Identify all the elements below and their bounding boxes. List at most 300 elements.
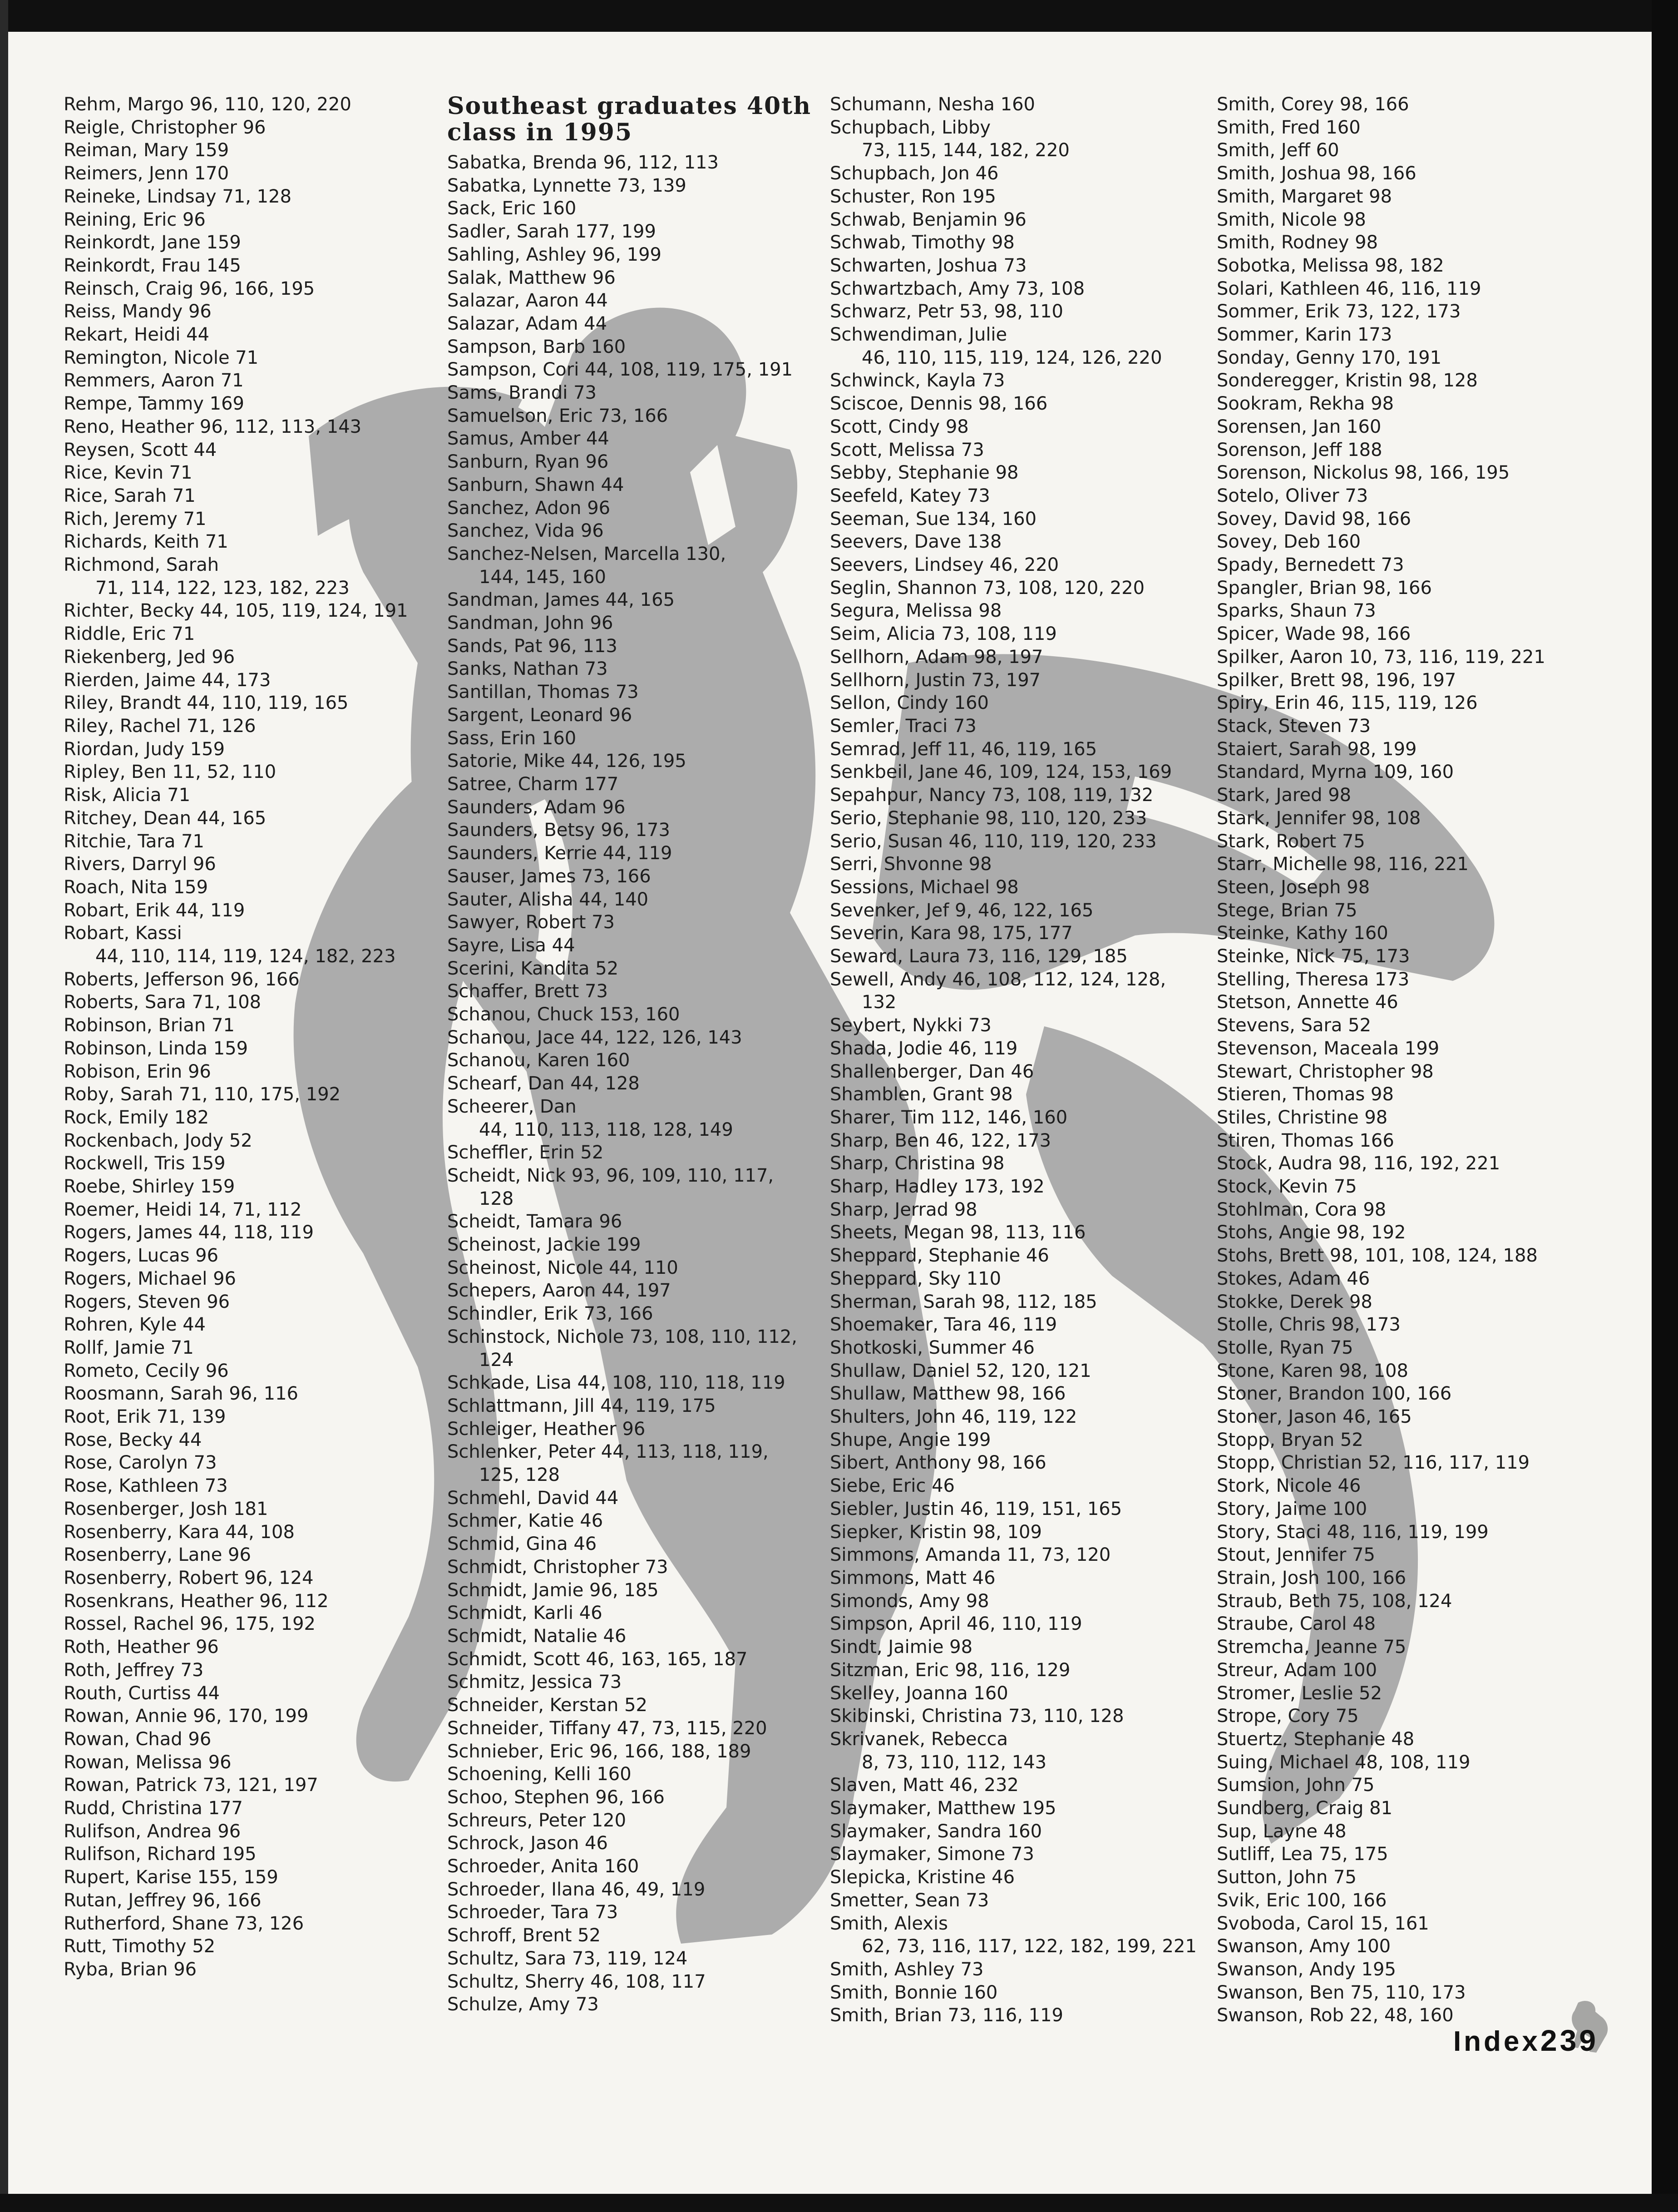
- index-entry: Steinke, Kathy 160: [1217, 923, 1388, 944]
- index-entry: Strope, Cory 75: [1217, 1706, 1359, 1727]
- index-entry: Solari, Kathleen 46, 116, 119: [1217, 278, 1481, 299]
- page-border-right: [1652, 0, 1678, 2212]
- index-entry: Riekenberg, Jed 96: [64, 646, 235, 668]
- index-entry: Schmidt, Natalie 46: [447, 1626, 627, 1647]
- index-entry: Scott, Melissa 73: [830, 439, 984, 460]
- index-entry: Roth, Heather 96: [64, 1637, 219, 1658]
- index-entry: Sciscoe, Dennis 98, 166: [830, 393, 1048, 415]
- index-entry: Slaven, Matt 46, 232: [830, 1775, 1019, 1796]
- index-entry: Rossel, Rachel 96, 175, 192: [64, 1613, 316, 1635]
- index-entry: Slaymaker, Matthew 195: [830, 1798, 1056, 1819]
- index-entry: Roberts, Sara 71, 108: [64, 992, 262, 1013]
- section-heading-line-1: Southeast graduates 40th: [447, 92, 812, 120]
- index-entry: Sundberg, Craig 81: [1217, 1798, 1393, 1819]
- index-entry: Saunders, Kerrie 44, 119: [447, 843, 672, 864]
- index-entry: Sands, Pat 96, 113: [447, 635, 617, 657]
- index-entry: Rutherford, Shane 73, 126: [64, 1913, 304, 1934]
- index-entry: Sebby, Stephanie 98: [830, 462, 1019, 484]
- index-entry: Spicer, Wade 98, 166: [1217, 624, 1411, 645]
- index-entry: Ripley, Ben 11, 52, 110: [64, 762, 276, 783]
- index-entry: Suing, Michael 48, 108, 119: [1217, 1752, 1471, 1773]
- index-entry: Sanchez, Adon 96: [447, 497, 611, 519]
- index-entry: Spilker, Aaron 10, 73, 116, 119, 221: [1217, 646, 1545, 668]
- index-entry: Sotelo, Oliver 73: [1217, 485, 1368, 506]
- index-entry: Stohs, Brett 98, 101, 108, 124, 188: [1217, 1245, 1538, 1267]
- index-entry: Sellhorn, Adam 98, 197: [830, 646, 1043, 668]
- index-entry: Swanson, Amy 100: [1217, 1936, 1391, 1957]
- index-entry: Sobotka, Melissa 98, 182: [1217, 255, 1444, 276]
- index-entry: Sampson, Cori 44, 108, 119, 175, 191: [447, 359, 793, 381]
- index-entry: Sharer, Tim 112, 146, 160: [830, 1107, 1068, 1128]
- index-entry: Rosenberry, Kara 44, 108: [64, 1521, 295, 1543]
- index-entry: Sindt, Jaimie 98: [830, 1637, 973, 1658]
- index-entry-continuation: 132: [862, 992, 897, 1013]
- index-entry: Riordan, Judy 159: [64, 738, 225, 760]
- index-entry: Shullaw, Matthew 98, 166: [830, 1383, 1066, 1405]
- index-entry-continuation: 44, 110, 113, 118, 128, 149: [479, 1119, 733, 1140]
- index-entry: Spilker, Brett 98, 196, 197: [1217, 669, 1456, 691]
- index-entry: Robison, Erin 96: [64, 1061, 211, 1082]
- index-entry: Reinkordt, Jane 159: [64, 232, 241, 253]
- index-entry: Reining, Eric 96: [64, 209, 206, 230]
- index-entry: Schmidt, Karli 46: [447, 1603, 602, 1624]
- index-entry: Rudd, Christina 177: [64, 1798, 243, 1819]
- index-entry: Schindler, Erik 73, 166: [447, 1303, 653, 1325]
- index-entry: Schepers, Aaron 44, 197: [447, 1280, 671, 1301]
- index-entry: Sitzman, Eric 98, 116, 129: [830, 1659, 1071, 1681]
- index-entry: Robinson, Linda 159: [64, 1038, 248, 1059]
- index-entry: Ryba, Brian 96: [64, 1959, 197, 1980]
- index-entry: Schroeder, Tara 73: [447, 1902, 618, 1923]
- index-entry: Rulifson, Andrea 96: [64, 1821, 241, 1842]
- index-entry: Sanburn, Shawn 44: [447, 474, 624, 495]
- index-entry: Rekart, Heidi 44: [64, 324, 210, 346]
- index-entry: Schulze, Amy 73: [447, 1994, 599, 2015]
- index-entry: Rowan, Annie 96, 170, 199: [64, 1706, 309, 1727]
- index-entry: Severin, Kara 98, 175, 177: [830, 923, 1073, 944]
- index-column-2: [447, 93, 833, 2016]
- index-entry: Simmons, Matt 46: [830, 1568, 996, 1588]
- index-entry: Rockenbach, Jody 52: [64, 1130, 252, 1151]
- index-entry: Simonds, Amy 98: [830, 1590, 989, 1612]
- index-entry: Seefeld, Katey 73: [830, 485, 990, 506]
- index-entry: Smith, Joshua 98, 166: [1217, 163, 1416, 184]
- index-entry: Smetter, Sean 73: [830, 1890, 989, 1911]
- index-entry: Stetson, Annette 46: [1217, 992, 1398, 1013]
- index-entry: Stock, Audra 98, 116, 192, 221: [1217, 1153, 1500, 1174]
- index-entry: Sewell, Andy 46, 108, 112, 124, 128,: [830, 969, 1166, 990]
- index-entry: Sonday, Genny 170, 191: [1217, 347, 1442, 368]
- index-entry: Sampson, Barb 160: [447, 336, 626, 357]
- index-entry: Schroeder, Anita 160: [447, 1856, 639, 1877]
- index-entry: Seevers, Lindsey 46, 220: [830, 554, 1059, 576]
- index-entry: Sass, Erin 160: [447, 727, 577, 749]
- index-entry: Sutton, John 75: [1217, 1867, 1357, 1888]
- index-entry: Root, Erik 71, 139: [64, 1406, 226, 1428]
- index-entry: Rempe, Tammy 169: [64, 393, 244, 415]
- index-entry: Sheppard, Stephanie 46: [830, 1245, 1049, 1267]
- index-entry: Stromer, Leslie 52: [1217, 1683, 1382, 1704]
- index-entry: Sutliff, Lea 75, 175: [1217, 1844, 1388, 1865]
- index-entry: Segura, Melissa 98: [830, 600, 1002, 622]
- index-entry: Reinsch, Craig 96, 166, 195: [64, 278, 315, 299]
- index-entry: Smith, Rodney 98: [1217, 232, 1378, 253]
- index-entry: Stopp, Bryan 52: [1217, 1429, 1363, 1450]
- index-entry: Rosenberry, Robert 96, 124: [64, 1568, 314, 1588]
- index-entry: Schroeder, Ilana 46, 49, 119: [447, 1879, 706, 1900]
- index-entry: Scheffler, Erin 52: [447, 1142, 604, 1163]
- index-entry: Story, Staci 48, 116, 119, 199: [1217, 1521, 1489, 1543]
- index-entry: Scott, Cindy 98: [830, 416, 969, 437]
- index-entry: Sanchez, Vida 96: [447, 520, 604, 542]
- index-entry-continuation: 8, 73, 110, 112, 143: [862, 1752, 1047, 1773]
- index-entry: Siebe, Eric 46: [830, 1475, 955, 1497]
- index-entry: Sabatka, Lynnette 73, 139: [447, 175, 686, 196]
- index-entry: Rockwell, Tris 159: [64, 1153, 226, 1174]
- index-entry: Sharp, Jerrad 98: [830, 1199, 977, 1220]
- index-entry: Stock, Kevin 75: [1217, 1176, 1357, 1198]
- index-entry: Rich, Jeremy 71: [64, 508, 207, 529]
- index-entry: Sawyer, Robert 73: [447, 912, 615, 933]
- index-entry: Remington, Nicole 71: [64, 347, 259, 368]
- index-entry: Sookram, Rekha 98: [1217, 393, 1394, 415]
- index-entry: Schkade, Lisa 44, 108, 110, 118, 119: [447, 1372, 785, 1394]
- index-entry: Siebler, Justin 46, 119, 151, 165: [830, 1498, 1122, 1519]
- index-entry: Stoner, Jason 46, 165: [1217, 1406, 1412, 1428]
- index-entry: Rowan, Patrick 73, 121, 197: [64, 1775, 318, 1796]
- index-entry: Shallenberger, Dan 46: [830, 1061, 1034, 1082]
- index-entry: Streur, Adam 100: [1217, 1659, 1377, 1681]
- index-entry: Sparks, Shaun 73: [1217, 600, 1376, 622]
- index-entry: Sabatka, Brenda 96, 112, 113: [447, 152, 719, 173]
- index-entry: Stokes, Adam 46: [1217, 1268, 1370, 1289]
- index-entry: Schoening, Kelli 160: [447, 1764, 632, 1785]
- index-entry: Sovey, David 98, 166: [1217, 508, 1411, 529]
- index-entry: Sack, Eric 160: [447, 198, 577, 219]
- index-entry: Schwinck, Kayla 73: [830, 370, 1005, 391]
- index-entry: Rose, Kathleen 73: [64, 1475, 228, 1497]
- index-entry-continuation: 73, 115, 144, 182, 220: [862, 140, 1070, 161]
- index-entry: Schmer, Katie 46: [447, 1510, 603, 1532]
- index-entry: Reigle, Christopher 96: [64, 117, 266, 138]
- index-entry: Rice, Sarah 71: [64, 485, 196, 506]
- index-entry: Rierden, Jaime 44, 173: [64, 669, 271, 691]
- index-entry: Rice, Kevin 71: [64, 462, 192, 484]
- index-entry: Schleiger, Heather 96: [447, 1418, 646, 1440]
- index-entry: Rogers, Steven 96: [64, 1291, 230, 1312]
- index-column-4: [1217, 93, 1603, 2027]
- index-entry: Smith, Margaret 98: [1217, 186, 1392, 207]
- index-entry: Stiren, Thomas 166: [1217, 1130, 1394, 1151]
- index-entry: Stolle, Ryan 75: [1217, 1337, 1353, 1358]
- index-entry: Roberts, Jefferson 96, 166: [64, 969, 300, 990]
- index-entry: Sumsion, John 75: [1217, 1775, 1375, 1796]
- index-entry: Scheidt, Tamara 96: [447, 1211, 622, 1232]
- index-entry: Smith, Ashley 73: [830, 1959, 984, 1980]
- index-entry: Reno, Heather 96, 112, 113, 143: [64, 416, 362, 437]
- index-entry: Rose, Carolyn 73: [64, 1452, 217, 1474]
- index-entry: Stark, Robert 75: [1217, 831, 1365, 852]
- index-entry: Seeman, Sue 134, 160: [830, 508, 1037, 529]
- index-entry: Schwarz, Petr 53, 98, 110: [830, 301, 1063, 322]
- index-entry: Schanou, Chuck 153, 160: [447, 1004, 680, 1025]
- index-entry: Slaymaker, Simone 73: [830, 1844, 1034, 1865]
- index-entry: Schwab, Timothy 98: [830, 232, 1015, 253]
- index-entry: Schupbach, Jon 46: [830, 163, 999, 184]
- index-entry: Risk, Alicia 71: [64, 785, 191, 806]
- index-entry-continuation: 62, 73, 116, 117, 122, 182, 199, 221: [862, 1936, 1197, 1957]
- index-entry: Smith, Corey 98, 166: [1217, 94, 1409, 115]
- index-entry: Sheets, Megan 98, 113, 116: [830, 1222, 1086, 1243]
- index-entry: Schupbach, Libby: [830, 117, 991, 138]
- index-entry: Siepker, Kristin 98, 109: [830, 1521, 1042, 1543]
- index-entry: Sanburn, Ryan 96: [447, 451, 609, 473]
- index-entry: Sommer, Karin 173: [1217, 324, 1392, 346]
- index-entry: Seevers, Dave 138: [830, 531, 1002, 553]
- index-entry: Sonderegger, Kristin 98, 128: [1217, 370, 1478, 391]
- index-entry: Schinstock, Nichole 73, 108, 110, 112,: [447, 1326, 798, 1347]
- index-entry: Reiman, Mary 159: [64, 140, 229, 161]
- index-entry: Rock, Emily 182: [64, 1107, 209, 1128]
- index-entry: Schneider, Kerstan 52: [447, 1695, 647, 1716]
- index-entry: Simpson, April 46, 110, 119: [830, 1613, 1082, 1635]
- page-border-left: [0, 0, 8, 2212]
- index-entry: Samus, Amber 44: [447, 428, 609, 450]
- index-entry: Sandman, James 44, 165: [447, 589, 675, 611]
- index-entry: Schultz, Sherry 46, 108, 117: [447, 1971, 706, 1992]
- index-entry: Stege, Brian 75: [1217, 900, 1357, 921]
- index-entry: Sauter, Alisha 44, 140: [447, 889, 649, 910]
- index-entry: Senkbeil, Jane 46, 109, 124, 153, 169: [830, 762, 1172, 783]
- index-entry: Samuelson, Eric 73, 166: [447, 405, 668, 426]
- index-entry: Svik, Eric 100, 166: [1217, 1890, 1387, 1911]
- index-entry: Rivers, Darryl 96: [64, 854, 216, 875]
- index-entry: Sessions, Michael 98: [830, 876, 1019, 898]
- index-entry: Stohlman, Cora 98: [1217, 1199, 1387, 1220]
- index-entry: Shupe, Angie 199: [830, 1429, 991, 1450]
- index-entry: Remmers, Aaron 71: [64, 370, 244, 391]
- index-entry: Sepahpur, Nancy 73, 108, 119, 132: [830, 785, 1154, 806]
- index-entry: Skelley, Joanna 160: [830, 1683, 1008, 1704]
- index-entry: Skrivanek, Rebecca: [830, 1728, 1008, 1750]
- index-entry: Semrad, Jeff 11, 46, 119, 165: [830, 738, 1097, 760]
- index-entry: Richmond, Sarah: [64, 554, 219, 576]
- index-entry: Roemer, Heidi 14, 71, 112: [64, 1199, 302, 1220]
- index-entry: Steinke, Nick 75, 173: [1217, 946, 1410, 967]
- page-border-bottom: [0, 2194, 1678, 2212]
- index-entry: Schmitz, Jessica 73: [447, 1672, 622, 1693]
- index-entry: Sellon, Cindy 160: [830, 693, 989, 714]
- index-entry: Standard, Myrna 109, 160: [1217, 762, 1454, 783]
- index-entry: Stark, Jared 98: [1217, 785, 1352, 806]
- index-entry: Rometo, Cecily 96: [64, 1360, 229, 1381]
- index-entry: Routh, Curtiss 44: [64, 1683, 220, 1704]
- page-footer: [1453, 2023, 1599, 2058]
- index-entry: Stiles, Christine 98: [1217, 1107, 1388, 1128]
- index-entry: Straube, Carol 48: [1217, 1613, 1376, 1635]
- index-entry: Simmons, Amanda 11, 73, 120: [830, 1544, 1111, 1566]
- index-entry: Shamblen, Grant 98: [830, 1084, 1013, 1105]
- index-entry: Sharp, Christina 98: [830, 1153, 1005, 1174]
- index-entry: Richter, Becky 44, 105, 119, 124, 191: [64, 600, 408, 622]
- index-entry: Shulters, John 46, 119, 122: [830, 1406, 1077, 1428]
- index-entry: Sanchez-Nelsen, Marcella 130,: [447, 543, 726, 564]
- index-entry: Scheerer, Dan: [447, 1096, 577, 1117]
- index-entry: Swanson, Ben 75, 110, 173: [1217, 1982, 1466, 2003]
- index-entry: Stork, Nicole 46: [1217, 1475, 1361, 1497]
- index-entry: Schmehl, David 44: [447, 1487, 619, 1509]
- index-entry: Strain, Josh 100, 166: [1217, 1568, 1407, 1588]
- index-entry: Swanson, Andy 195: [1217, 1959, 1396, 1980]
- index-entry: Schaffer, Brett 73: [447, 981, 608, 1002]
- index-entry: Robart, Erik 44, 119: [64, 900, 245, 921]
- index-entry: Scheidt, Nick 93, 96, 109, 110, 117,: [447, 1165, 774, 1186]
- index-entry: Sanks, Nathan 73: [447, 658, 608, 680]
- index-entry: Saunders, Adam 96: [447, 797, 626, 818]
- index-entry: Ritchey, Dean 44, 165: [64, 807, 267, 829]
- index-entry: Sharp, Hadley 173, 192: [830, 1176, 1045, 1198]
- index-entry: Santillan, Thomas 73: [447, 682, 639, 703]
- index-entry: Seglin, Shannon 73, 108, 120, 220: [830, 577, 1145, 599]
- index-entry: Riley, Brandt 44, 110, 119, 165: [64, 693, 349, 714]
- section-heading: [447, 93, 833, 146]
- index-entry: Schumann, Nesha 160: [830, 94, 1035, 115]
- index-entry: Slepicka, Kristine 46: [830, 1867, 1015, 1888]
- index-entry: Sorenson, Jeff 188: [1217, 439, 1382, 460]
- index-entry: Seward, Laura 73, 116, 129, 185: [830, 946, 1128, 967]
- index-entry: Schroff, Brent 52: [447, 1925, 601, 1946]
- index-entry: Rogers, Michael 96: [64, 1268, 236, 1289]
- index-entry: Sibert, Anthony 98, 166: [830, 1452, 1046, 1474]
- index-entry: Roby, Sarah 71, 110, 175, 192: [64, 1084, 341, 1105]
- index-entry: Sup, Layne 48: [1217, 1821, 1347, 1842]
- index-entry: Smith, Alexis: [830, 1913, 948, 1934]
- index-entry: Stoner, Brandon 100, 166: [1217, 1383, 1452, 1405]
- index-entry: Robart, Kassi: [64, 923, 182, 944]
- index-entry: Salazar, Adam 44: [447, 313, 607, 334]
- index-entry: Roosmann, Sarah 96, 116: [64, 1383, 298, 1405]
- index-entry: Rose, Becky 44: [64, 1429, 202, 1450]
- index-entry: Stevenson, Maceala 199: [1217, 1038, 1440, 1059]
- index-entry: Saunders, Betsy 96, 173: [447, 820, 670, 841]
- index-entry: Stelling, Theresa 173: [1217, 969, 1410, 990]
- index-entry: Sorenson, Nickolus 98, 166, 195: [1217, 462, 1510, 484]
- index-entry: Schwarten, Joshua 73: [830, 255, 1027, 276]
- index-entry: Ritchie, Tara 71: [64, 831, 204, 852]
- index-entry: Sayre, Lisa 44: [447, 935, 575, 956]
- index-entry: Smith, Jeff 60: [1217, 140, 1339, 161]
- index-entry: Reinkordt, Frau 145: [64, 255, 241, 276]
- index-entry: Sevenker, Jef 9, 46, 122, 165: [830, 900, 1094, 921]
- index-entry: Schoo, Stephen 96, 166: [447, 1786, 665, 1808]
- index-entry: Sommer, Erik 73, 122, 173: [1217, 301, 1461, 322]
- index-entry: Rogers, James 44, 118, 119: [64, 1222, 314, 1243]
- index-entry: Schwab, Benjamin 96: [830, 209, 1027, 230]
- index-entry: Schmid, Gina 46: [447, 1534, 597, 1555]
- index-entry: Richards, Keith 71: [64, 531, 228, 553]
- index-entry: Shoemaker, Tara 46, 119: [830, 1314, 1057, 1336]
- index-entry: Rowan, Melissa 96: [64, 1752, 232, 1773]
- index-entry: Story, Jaime 100: [1217, 1498, 1367, 1519]
- index-entry: Starr, Michelle 98, 116, 221: [1217, 854, 1469, 875]
- page-number: 239: [1540, 2024, 1599, 2057]
- index-entry: Shullaw, Daniel 52, 120, 121: [830, 1360, 1091, 1381]
- index-entry-continuation: 125, 128: [479, 1465, 560, 1486]
- index-entry: Sovey, Deb 160: [1217, 531, 1361, 553]
- index-entry: Sherman, Sarah 98, 112, 185: [830, 1291, 1097, 1312]
- index-entry: Salak, Matthew 96: [447, 267, 616, 288]
- index-entry: Reineke, Lindsay 71, 128: [64, 186, 292, 207]
- index-entry: Rowan, Chad 96: [64, 1728, 212, 1750]
- index-entry: Semler, Traci 73: [830, 715, 977, 737]
- index-entry: Serri, Shvonne 98: [830, 854, 992, 875]
- index-entry: Stuertz, Stephanie 48: [1217, 1728, 1415, 1750]
- index-entry: Sargent, Leonard 96: [447, 704, 632, 726]
- index-entry: Stout, Jennifer 75: [1217, 1544, 1375, 1566]
- index-entry: Steen, Joseph 98: [1217, 876, 1370, 898]
- index-entry: Stremcha, Jeanne 75: [1217, 1637, 1407, 1658]
- index-entry: Slaymaker, Sandra 160: [830, 1821, 1042, 1842]
- index-entry: Smith, Bonnie 160: [830, 1982, 998, 2003]
- index-entry: Rohren, Kyle 44: [64, 1314, 206, 1336]
- index-entry: Roach, Nita 159: [64, 876, 208, 898]
- index-entry-continuation: 44, 110, 114, 119, 124, 182, 223: [95, 946, 396, 967]
- index-entry: Schuster, Ron 195: [830, 186, 996, 207]
- index-entry: Stopp, Christian 52, 116, 117, 119: [1217, 1452, 1530, 1474]
- index-entry: Serio, Susan 46, 110, 119, 120, 233: [830, 831, 1157, 852]
- index-entry: Schearf, Dan 44, 128: [447, 1073, 640, 1094]
- index-entry: Reiss, Mandy 96: [64, 301, 212, 322]
- index-entry: Roth, Jeffrey 73: [64, 1659, 204, 1681]
- index-entry: Satree, Charm 177: [447, 773, 619, 795]
- index-entry: Schneider, Tiffany 47, 73, 115, 220: [447, 1717, 767, 1739]
- index-column-3: [830, 93, 1216, 2027]
- index-entry-continuation: 144, 145, 160: [479, 566, 606, 588]
- index-entry: Schwendiman, Julie: [830, 324, 1007, 346]
- index-entry: Spangler, Brian 98, 166: [1217, 577, 1432, 599]
- index-entry: Stolle, Chris 98, 173: [1217, 1314, 1401, 1336]
- index-entry: Shotkoski, Summer 46: [830, 1337, 1035, 1358]
- index-entry: Schanou, Karen 160: [447, 1050, 630, 1071]
- index-entry: Stewart, Christopher 98: [1217, 1061, 1434, 1082]
- index-entry: Rulifson, Richard 195: [64, 1844, 257, 1865]
- index-entry: Stokke, Derek 98: [1217, 1291, 1372, 1312]
- index-entry: Rehm, Margo 96, 110, 120, 220: [64, 94, 351, 115]
- index-entry: Smith, Brian 73, 116, 119: [830, 2005, 1063, 2026]
- index-entry: Stone, Karen 98, 108: [1217, 1360, 1408, 1381]
- index-entry-continuation: 128: [479, 1188, 514, 1209]
- index-entry: Scheinost, Nicole 44, 110: [447, 1257, 678, 1278]
- index-entry-continuation: 124: [479, 1349, 514, 1371]
- index-entry: Salazar, Aaron 44: [447, 290, 608, 312]
- index-entry: Staiert, Sarah 98, 199: [1217, 738, 1417, 760]
- index-entry: Reysen, Scott 44: [64, 439, 217, 460]
- index-entry: Rutt, Timothy 52: [64, 1936, 216, 1957]
- index-entry: Stohs, Angie 98, 192: [1217, 1222, 1406, 1243]
- index-column-1: [64, 93, 449, 1981]
- index-entry-continuation: 71, 114, 122, 123, 182, 223: [95, 577, 350, 599]
- index-entry: Rogers, Lucas 96: [64, 1245, 219, 1267]
- index-entry: Schwartzbach, Amy 73, 108: [830, 278, 1085, 299]
- index-entry: Spiry, Erin 46, 115, 119, 126: [1217, 693, 1478, 714]
- index-entry: Smith, Nicole 98: [1217, 209, 1366, 230]
- index-entry: Schultz, Sara 73, 119, 124: [447, 1948, 688, 1969]
- index-entry: Sharp, Ben 46, 122, 173: [830, 1130, 1051, 1151]
- index-entry: Sahling, Ashley 96, 199: [447, 244, 661, 265]
- index-entry: Rollf, Jamie 71: [64, 1337, 194, 1358]
- index-entry: Reimers, Jenn 170: [64, 163, 229, 184]
- index-entry: Satorie, Mike 44, 126, 195: [447, 751, 686, 772]
